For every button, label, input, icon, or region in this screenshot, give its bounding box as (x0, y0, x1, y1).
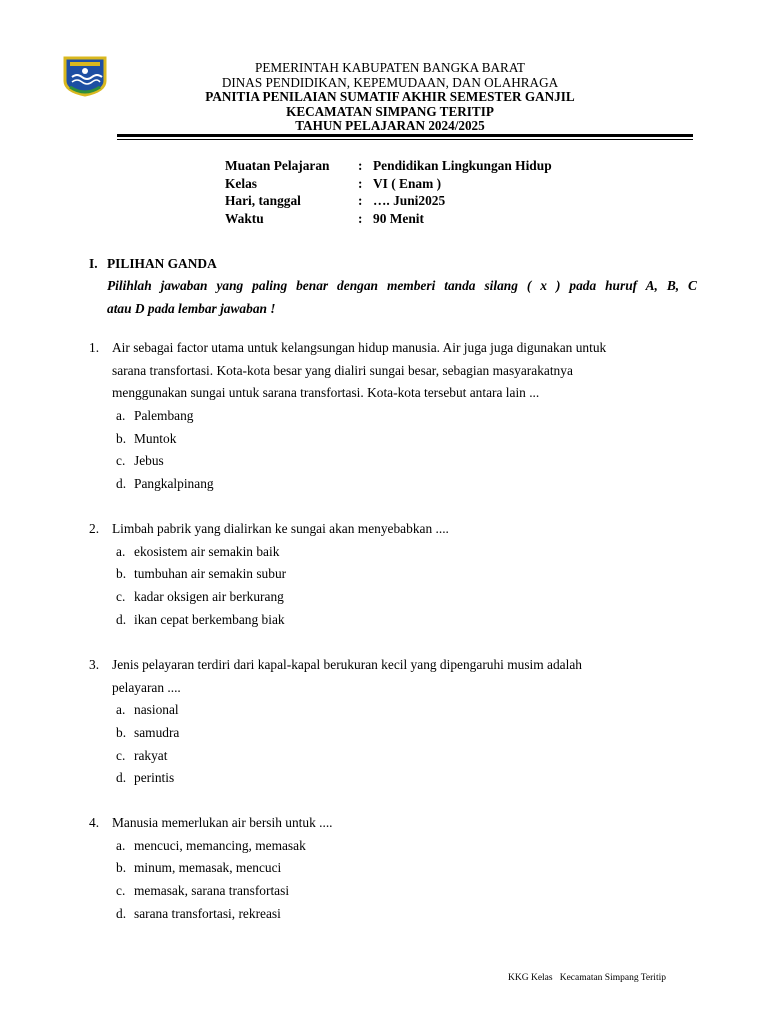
option-text: nasional (134, 702, 179, 718)
option-letter: b. (116, 725, 127, 741)
info-value: …. Juni2025 (373, 193, 446, 209)
header-line-government: PEMERINTAH KABUPATEN BANGKA BARAT (255, 60, 525, 75)
info-value: Pendidikan Lingkungan Hidup (373, 158, 552, 173)
exam-info (225, 157, 552, 228)
option-c (89, 880, 689, 903)
info-value: 90 Menit (373, 211, 424, 227)
question-text: pelayaran .... (112, 679, 181, 695)
info-colon: : (358, 193, 363, 209)
question-number: 3. (89, 657, 100, 672)
option-letter: a. (116, 702, 126, 718)
question-text: menggunakan sungai untuk sarana transfortasi. Kota-kota tersebut antara lain ... (112, 385, 540, 401)
option-d (89, 767, 689, 790)
info-label: Kelas (225, 175, 257, 191)
option-text: ikan cepat berkembang biak (134, 611, 285, 627)
option-letter: a. (116, 837, 126, 853)
option-text: memasak, sarana transfortasi (134, 883, 290, 899)
info-row-subject (225, 157, 552, 175)
instruction-line: atau D pada lembar jawaban ! (107, 300, 276, 316)
section-number: I. (89, 256, 98, 271)
section-title: PILIHAN GANDA (107, 256, 217, 271)
info-colon: : (358, 158, 363, 173)
question-text: Limbah pabrik yang dialirkan ke sungai akan menyebabkan .... (112, 521, 449, 536)
question-text: Jenis pelayaran terdiri dari kapal-kapal berukuran kecil yang dipengaruhi musim adalah (112, 657, 582, 672)
option-letter: a. (116, 408, 126, 424)
info-label: Muatan Pelajaran (225, 158, 330, 173)
regency-emblem-icon (62, 55, 108, 97)
info-colon: : (358, 175, 363, 191)
option-b (89, 722, 689, 745)
option-a (89, 541, 689, 564)
option-text: sarana transfortasi, rekreasi (134, 905, 281, 921)
question-number: 1. (89, 340, 100, 355)
option-b (89, 428, 689, 451)
header-divider-thin (117, 139, 693, 140)
option-letter: b. (116, 860, 127, 876)
info-row-date (225, 192, 552, 210)
section-heading (89, 256, 217, 272)
option-letter: c. (116, 453, 126, 469)
question-4 (89, 812, 689, 925)
option-text: tumbuhan air semakin subur (134, 566, 287, 582)
info-value: VI ( Enam ) (373, 175, 442, 191)
question-text: Manusia memerlukan air bersih untuk .... (112, 815, 333, 830)
option-letter: b. (116, 430, 127, 446)
option-b (89, 563, 689, 586)
option-d (89, 609, 689, 632)
option-text: Palembang (134, 408, 194, 424)
option-text: samudra (134, 725, 180, 741)
option-c (89, 586, 689, 609)
option-a (89, 835, 689, 858)
option-d (89, 473, 689, 496)
option-a (89, 699, 689, 722)
question-3 (89, 654, 689, 790)
question-text: Air sebagai factor utama untuk kelangsungan hidup manusia. Air juga juga digunakan untuk (112, 340, 607, 355)
info-label: Hari, tanggal (225, 193, 301, 209)
header-line-department: DINAS PENDIDIKAN, KEPEMUDAAN, DAN OLAHRAGA (221, 74, 559, 90)
option-d (89, 903, 689, 926)
instruction-line: Pilihlah jawaban yang paling benar dengan memberi tanda silang ( x ) pada huruf A, B, C (107, 278, 697, 293)
header-line-committee: PANITIA PENILAIAN SUMATIF AKHIR SEMESTER GANJIL (205, 89, 575, 105)
letterhead (120, 61, 660, 134)
option-letter: d. (116, 611, 127, 627)
info-row-time (225, 210, 552, 228)
header-line-district: KECAMATAN SIMPANG TERITIP (286, 103, 494, 119)
option-a (89, 405, 689, 428)
option-text: Muntok (134, 430, 177, 446)
question-number: 4. (89, 815, 100, 830)
option-text: rakyat (134, 747, 168, 763)
section-instruction (107, 275, 697, 320)
option-letter: d. (116, 476, 127, 492)
question-1 (89, 337, 689, 496)
option-text: kadar oksigen air berkurang (134, 589, 284, 605)
option-c (89, 745, 689, 768)
option-text: Jebus (134, 453, 164, 469)
option-text: minum, memasak, mencuci (134, 860, 282, 876)
option-letter: c. (116, 747, 126, 763)
option-letter: c. (116, 589, 126, 605)
option-letter: a. (116, 543, 126, 559)
option-letter: d. (116, 905, 127, 921)
question-number: 2. (89, 521, 100, 536)
option-letter: b. (116, 566, 127, 582)
option-letter: d. (116, 770, 127, 786)
option-text: ekosistem air semakin baik (134, 543, 280, 559)
option-letter: c. (116, 883, 126, 899)
page-footer: KKG Kelas Kecamatan Simpang Teritip (508, 973, 666, 983)
option-text: mencuci, memancing, memasak (134, 837, 306, 853)
option-c (89, 450, 689, 473)
question-text: sarana transfortasi. Kota-kota besar yang dialiri sungai besar, sebagian masyarakatnya (112, 362, 573, 378)
info-colon: : (358, 211, 363, 227)
option-text: Pangkalpinang (134, 476, 214, 492)
option-text: perintis (134, 770, 175, 786)
question-2 (89, 518, 689, 631)
header-divider-thick (117, 134, 693, 137)
header-line-school-year: TAHUN PELAJARAN 2024/2025 (295, 118, 485, 134)
info-label: Waktu (225, 211, 264, 227)
option-b (89, 857, 689, 880)
info-row-class (225, 175, 552, 193)
